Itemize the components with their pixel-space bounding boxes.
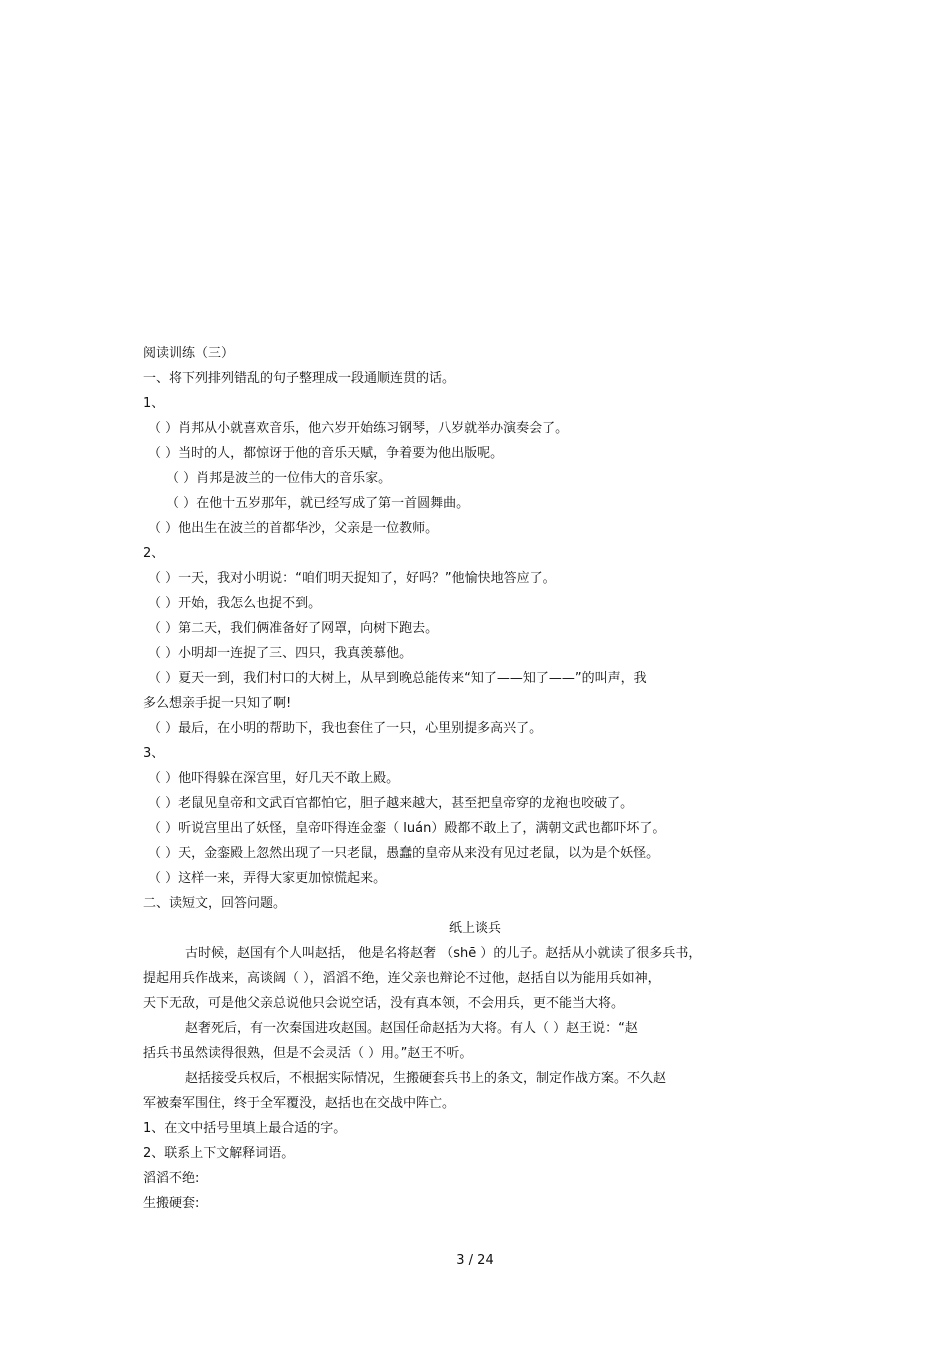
sentence-item: （ ）天，金銮殿上忽然出现了一只老鼠，愚蠢的皇帝从来没有见过老鼠，以为是个妖怪。 <box>148 846 660 861</box>
group-3-label: 3、 <box>143 746 165 761</box>
passage-line: 括兵书虽然读得很熟，但是不会灵活（ ）用。”赵王不听。 <box>143 1046 473 1061</box>
page-number: 3 / 24 <box>456 1253 494 1268</box>
sentence-item: （ ）这样一来，弄得大家更加惊慌起来。 <box>148 871 387 886</box>
passage-line: 提起用兵作战来，高谈阔（ ），滔滔不绝，连父亲也辩论不过他，赵括自以为能用兵如神， <box>143 971 661 986</box>
passage-line: 赵奢死后，有一次秦国进攻赵国。赵国任命赵括为大将。有人（ ）赵王说：“赵 <box>185 1021 638 1036</box>
sentence-item: （ ）肖邦从小就喜欢音乐，他六岁开始练习钢琴，八岁就举办演奏会了。 <box>148 421 569 436</box>
page-title: 阅读训练（三） <box>143 346 235 361</box>
passage-line: 军被秦军围住，终于全军覆没，赵括也在交战中阵亡。 <box>143 1096 456 1111</box>
passage-title: 纸上谈兵 <box>448 921 501 936</box>
term-taotaobujue: 滔滔不绝: <box>143 1171 200 1186</box>
sentence-item: （ ）肖邦是波兰的一位伟大的音乐家。 <box>166 471 392 486</box>
passage-line: 天下无敌，可是他父亲总说他只会说空话，没有真本领，不会用兵，更不能当大将。 <box>143 996 625 1011</box>
question-2: 2、联系上下文解释词语。 <box>143 1146 295 1161</box>
sentence-continuation: 多么想亲手捉一只知了啊! <box>143 696 292 711</box>
group-1-label: 1、 <box>143 396 165 411</box>
passage-line: 古时候，赵国有个人叫赵括， 他是名将赵奢 （shē ）的儿子。赵括从小就读了很多兵书， <box>185 946 702 961</box>
sentence-item: （ ）小明却一连捉了三、四只，我真羡慕他。 <box>148 646 413 661</box>
sentence-item: （ ）最后，在小明的帮助下，我也套住了一只，心里别提多高兴了。 <box>148 721 543 736</box>
passage-line: 赵括接受兵权后，不根据实际情况，生搬硬套兵书上的条文，制定作战方案。不久赵 <box>185 1071 667 1086</box>
sentence-item: （ ）他出生在波兰的首都华沙，父亲是一位教师。 <box>148 521 439 536</box>
term-shengbanyingtao: 生搬硬套: <box>143 1196 200 1211</box>
sentence-item: （ ）他吓得躲在深宫里，好几天不敢上殿。 <box>148 771 400 786</box>
sentence-item: （ ）听说宫里出了妖怪，皇帝吓得连金銮（ luán）殿都不敢上了，满朝文武也都吓坏了。 <box>148 821 666 836</box>
sentence-item: （ ）当时的人，都惊讶于他的音乐天赋，争着要为他出版呢。 <box>148 446 504 461</box>
question-1: 1、在文中括号里填上最合适的字。 <box>143 1121 347 1136</box>
sentence-item: （ ）一天，我对小明说：“咱们明天捉知了，好吗？”他愉快地答应了。 <box>148 571 556 586</box>
sentence-item: （ ）在他十五岁那年，就已经写成了第一首圆舞曲。 <box>166 496 470 511</box>
section-2-heading: 二、读短文，回答问题。 <box>143 896 287 911</box>
sentence-item: （ ）夏天一到，我们村口的大树上，从早到晚总能传来“知了——知了——”的叫声，我 <box>148 671 647 686</box>
sentence-item: （ ）开始，我怎么也捉不到。 <box>148 596 322 611</box>
group-2-label: 2、 <box>143 546 165 561</box>
sentence-item: （ ）老鼠见皇帝和文武百官都怕它，胆子越来越大，甚至把皇帝穿的龙袍也咬破了。 <box>148 796 634 811</box>
sentence-item: （ ）第二天，我们俩准备好了网罩，向树下跑去。 <box>148 621 439 636</box>
section-1-heading: 一、将下列排列错乱的句子整理成一段通顺连贯的话。 <box>143 371 456 386</box>
